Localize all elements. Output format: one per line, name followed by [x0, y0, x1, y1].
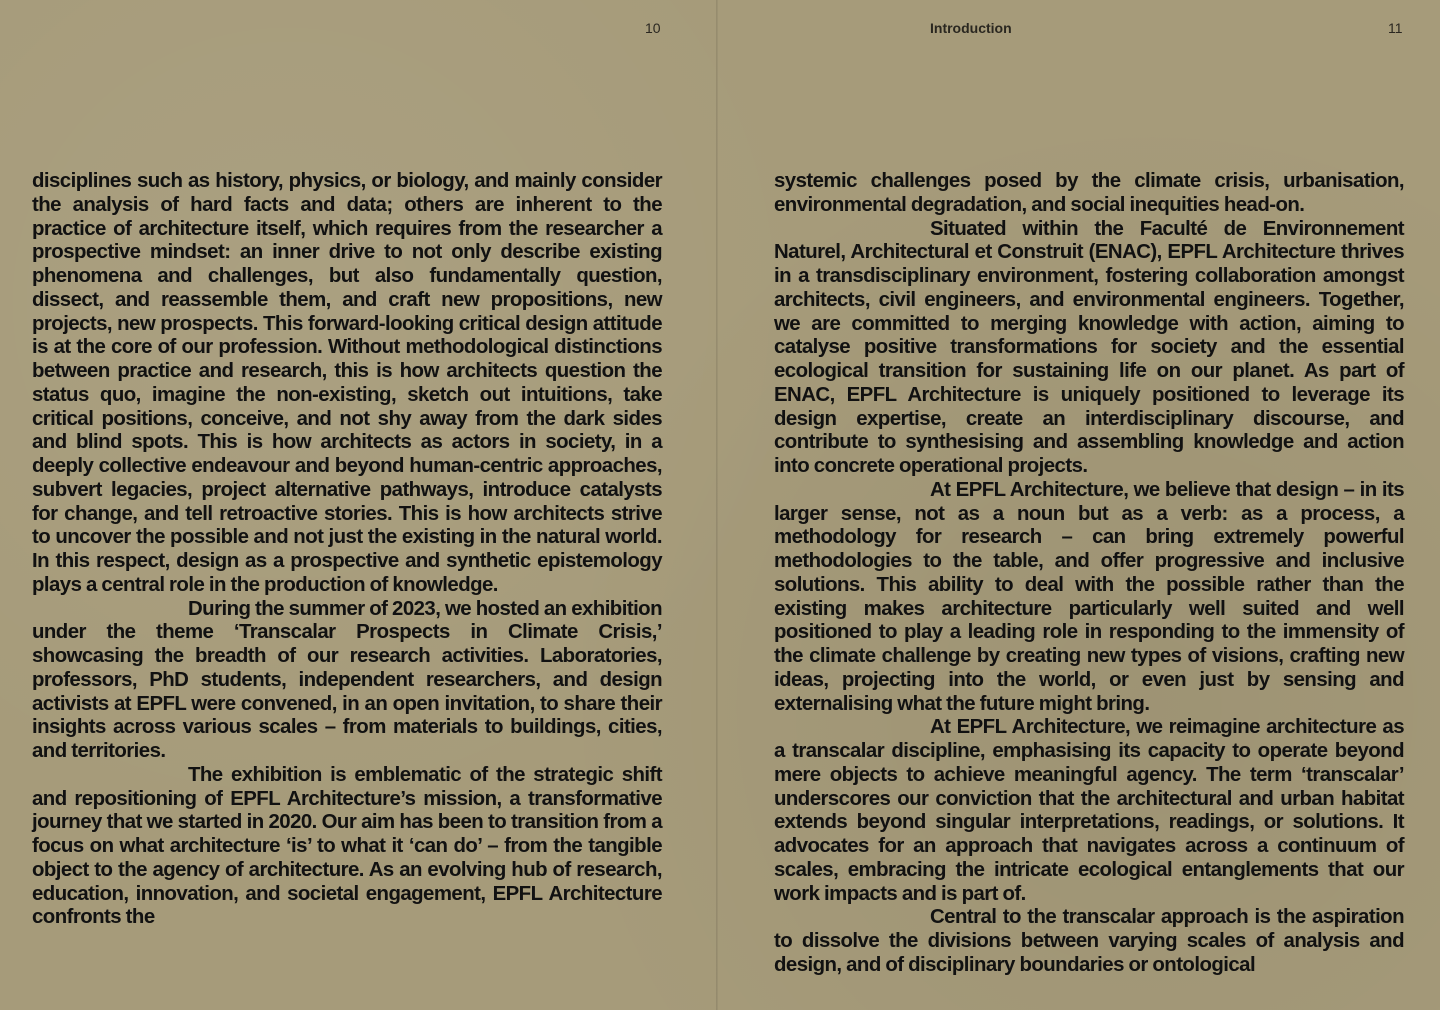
- paragraph: At EPFL Architecture, we believe that design – in its larger sense, not as a noun but as a verb: as a process, a methodology for research – can bring extremely powerful methodologies to the table, and offer progressive and inclusive solutions. This ability to deal with the possible rather than the existing makes architecture particularly well suited and well positioned to play a leading role in responding to the immensity of the climate challenge by creating new types of visions, crafting new ideas, projecting into the world, or even just by sensing and externalising what the future might bring.: [774, 478, 1404, 715]
- paragraph: During the summer of 2023, we hosted an exhibition under the theme ‘Transcalar Prospects in Climate Crisis,’ showcasing the breadth of our research activities. Laboratories, professors, PhD students, independent researchers, and design activists at EPFL were convened, in an open invitation, to share their insights across various scales – from materials to buildings, cities, and territories.: [32, 597, 662, 762]
- right-page: [718, 0, 1440, 1010]
- body-text: [32, 170, 662, 930]
- body-text: [774, 170, 1404, 978]
- left-page: [0, 0, 716, 1010]
- page-number: 11: [1388, 20, 1403, 36]
- paragraph: systemic challenges posed by the climate crisis, urbanisation, environmental degradation, and social inequities head-on.: [774, 170, 1404, 216]
- running-head: Introduction: [930, 20, 1012, 36]
- paragraph: Central to the transcalar approach is the aspiration to dissolve the divisions between varying scales of analysis and design, and of disciplinary boundaries or ontological: [774, 906, 1404, 976]
- paragraph: Situated within the Faculté de Environnement Naturel, Architectural et Construit (ENAC), EPFL Architecture thrives in a transdisciplinary environment, fostering collaboration amongst architects, civil engineers, and environmental engineers. Together, we are committed to merging knowledge with action, aiming to catalyse positive transformations for society and the essential ecological transition for sustaining life on our planet. As part of ENAC, EPFL Architecture is uniquely positioned to leverage its design expertise, create an interdisciplinary discourse, and contribute to synthesising and assembling knowledge and action into concrete operational projects.: [774, 217, 1404, 477]
- page-number: 10: [645, 20, 661, 36]
- paragraph: The exhibition is emblematic of the strategic shift and repositioning of EPFL Architecture’s mission, a transformative journey that we started in 2020. Our aim has been to transition from a focus on what architecture ‘is’ to what it ‘can do’ – from the tangible object to the agency of architecture. As an evolving hub of research, education, innovation, and societal engagement, EPFL Architecture confronts the: [32, 763, 662, 929]
- paragraph: At EPFL Architecture, we reimagine architecture as a transcalar discipline, emphasising its capacity to operate beyond mere objects to achieve meaningful agency. The term ‘transcalar’ underscores our conviction that the architectural and urban habitat extends beyond singular interpretations, readings, or solutions. It advocates for an approach that navigates across a continuum of scales, embracing the intricate ecological entanglements that our work impacts and is part of.: [774, 716, 1404, 905]
- paragraph: disciplines such as history, physics, or biology, and mainly consider the analysis of hard facts and data; others are inherent to the practice of architecture itself, which requires from the researcher a prospective mindset: an inner drive to not only describe existing phenomena and challenges, but also fundamentally question, dissect, and reassemble them, and craft new propositions, new projects, new prospects. This forward-looking critical design attitude is at the core of our profession. Without methodological distinctions between practice and research, this is how architects question the status quo, imagine the non-existing, sketch out intuitions, take critical positions, conceive, and not shy away from the dark sides and blind spots. This is how architects as actors in society, in a deeply collective endeavour and beyond human-centric approaches, subvert legacies, project alternative pathways, introduce catalysts for change, and tell retroactive stories. This is how architects strive to uncover the possible and not just the existing in the natural world. In this respect, design as a prospective and synthetic epistemology plays a central role in the production of knowledge.: [32, 170, 662, 596]
